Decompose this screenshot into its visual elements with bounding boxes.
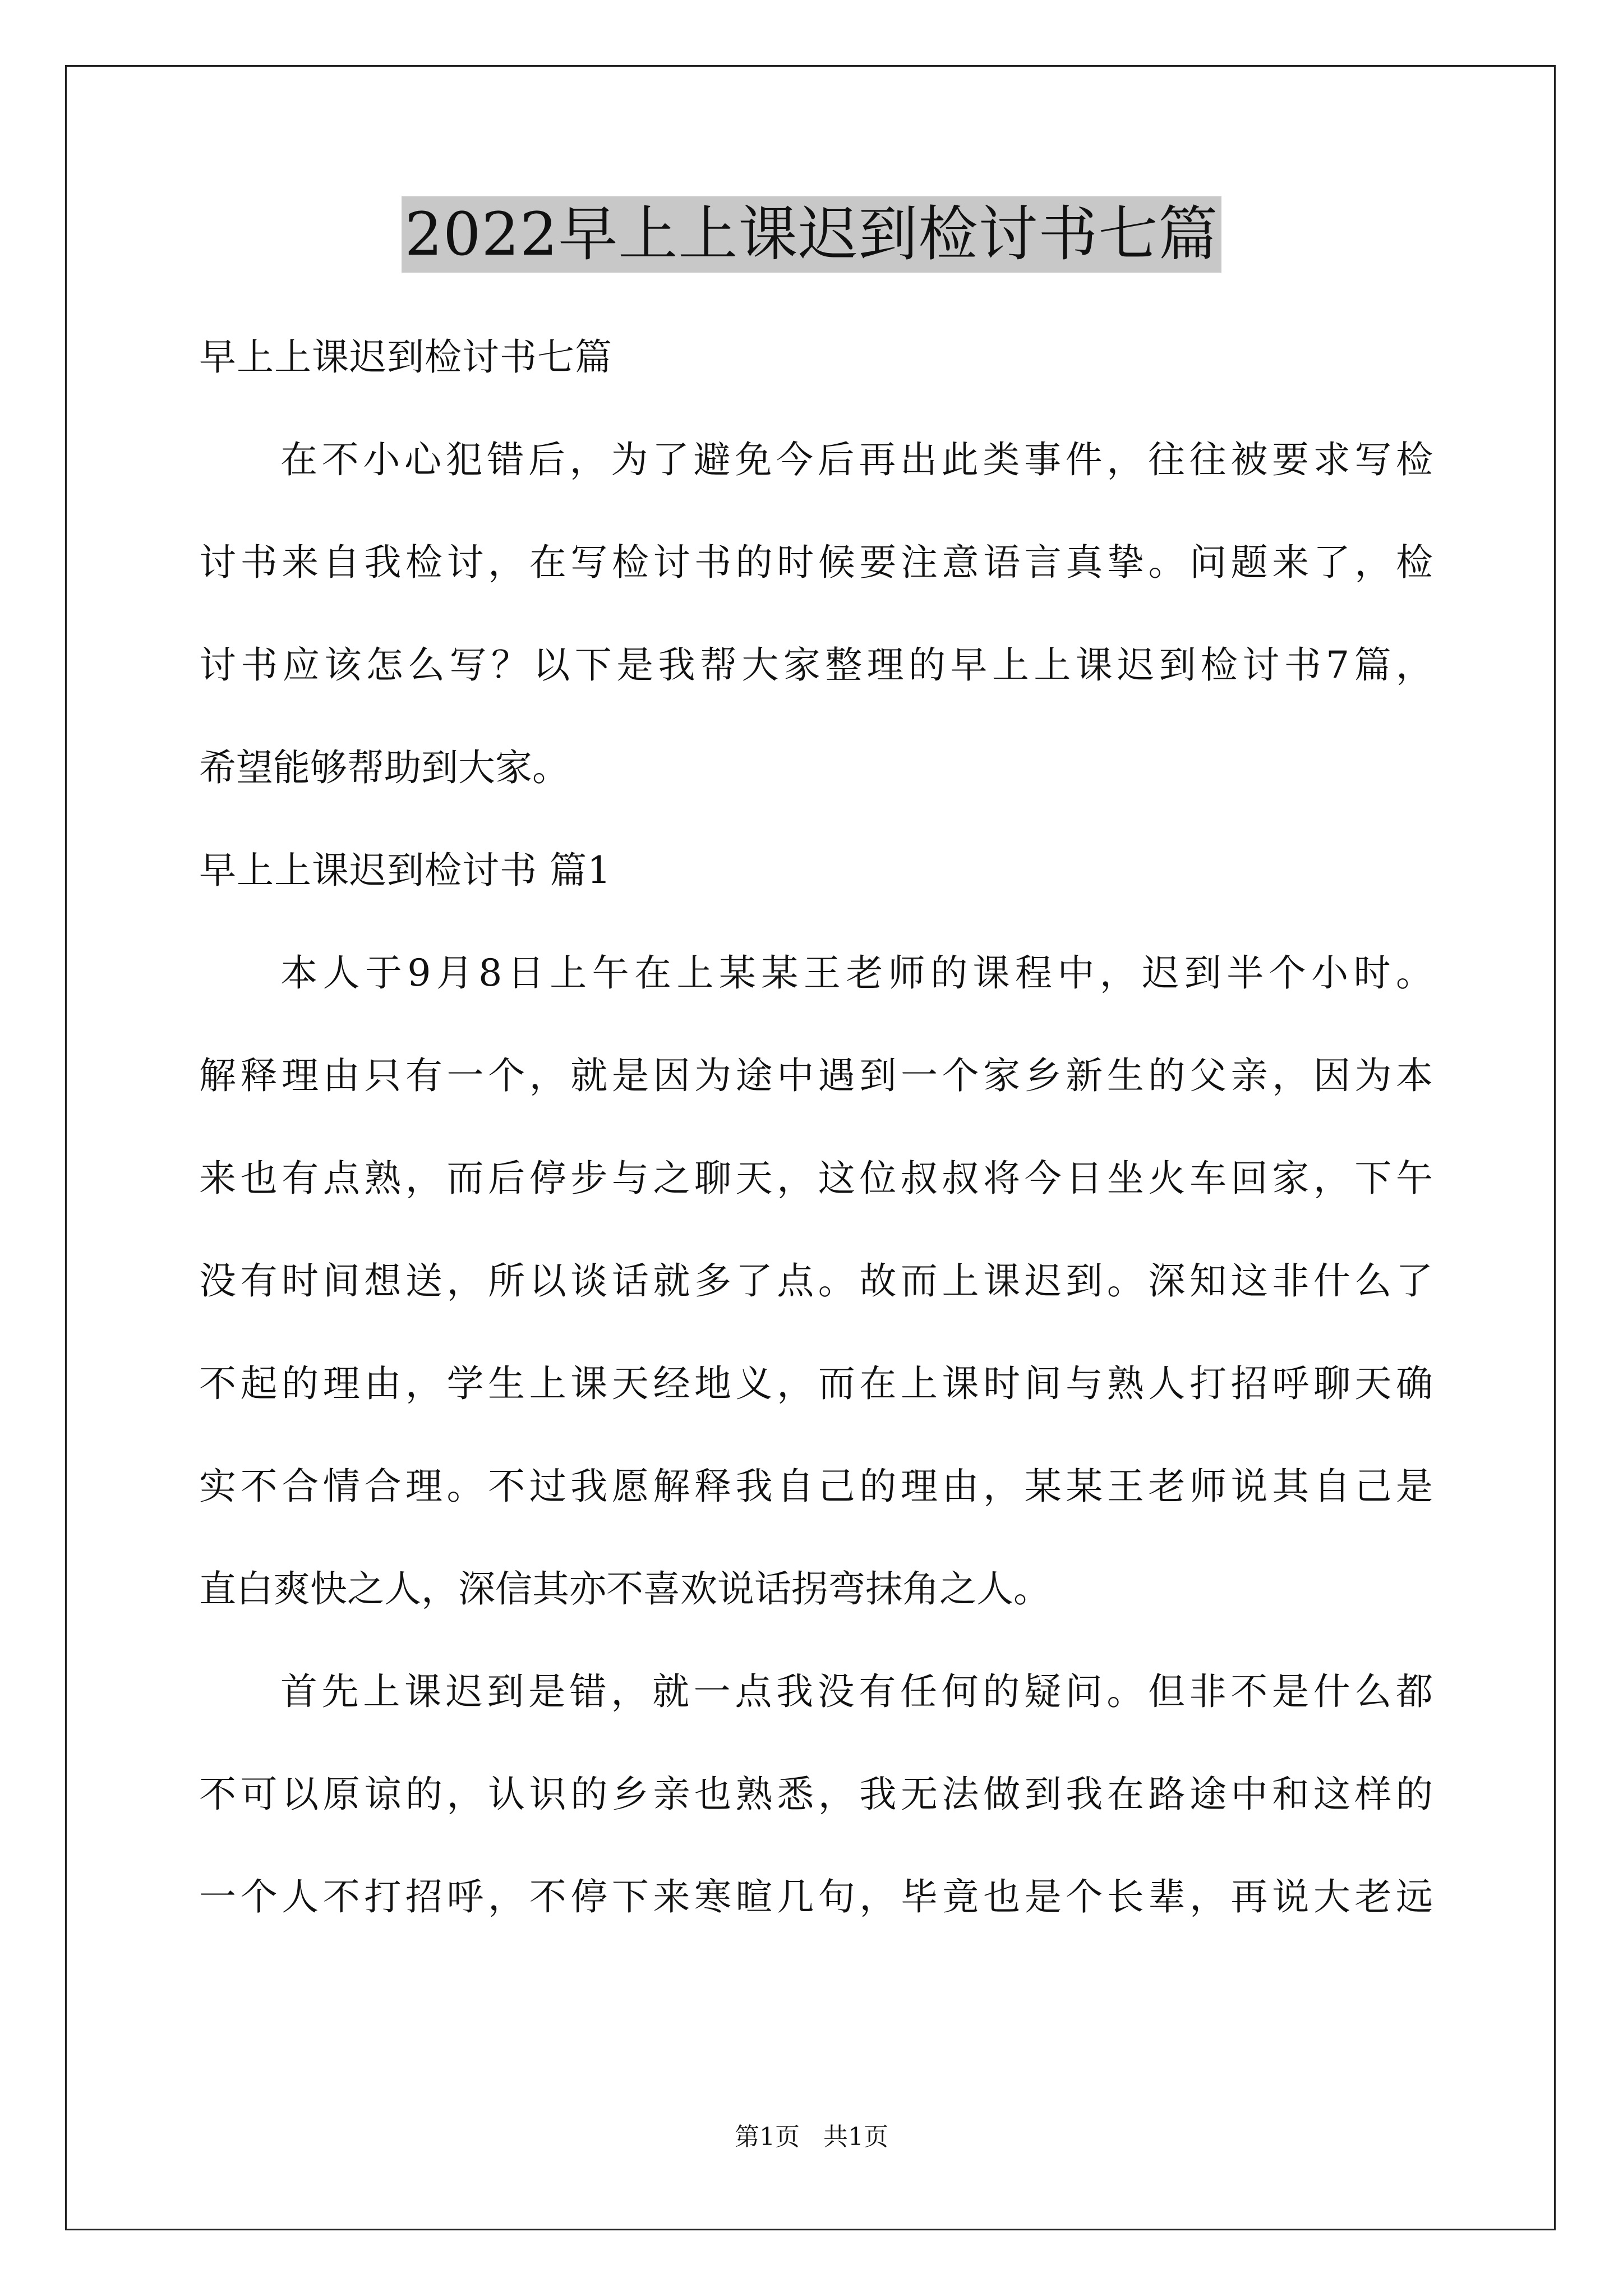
paragraph-line: 讨书应该怎么写？以下是我帮大家整理的早上上课迟到检讨书7篇，: [199, 643, 1433, 687]
paragraph-line: 希望能够帮助到大家。: [199, 746, 569, 789]
paragraph-line: 首先上课迟到是错，就一点我没有任何的疑问。但非不是什么都: [280, 1670, 1433, 1713]
paragraph-line: 讨书来自我检讨，在写检讨书的时候要注意语言真挚。问题来了，检: [199, 541, 1433, 584]
paragraph-line: 本人于9月8日上午在上某某王老师的课程中，迟到半个小时。: [280, 951, 1433, 995]
paragraph-line: 在不小心犯错后，为了避免今后再出此类事件，往往被要求写检: [280, 438, 1433, 481]
paragraph-line: 解释理由只有一个，就是因为途中遇到一个家乡新生的父亲，因为本: [199, 1054, 1433, 1097]
paragraph-line: 实不合情合理。不过我愿解释我自己的理由，某某王老师说其自己是: [199, 1465, 1433, 1508]
paragraph-line: 一个人不打招呼，不停下来寒暄几句，毕竟也是个长辈，再说大老远: [199, 1875, 1433, 1918]
document-body: [199, 306, 1433, 1948]
subtitle-line: 早上上课迟到检讨书七篇: [199, 335, 612, 379]
title-container: [0, 196, 1623, 273]
paragraph-line: 没有时间想送，所以谈话就多了点。故而上课迟到。深知这非什么了: [199, 1259, 1433, 1303]
paragraph-line: 不起的理由，学生上课天经地义，而在上课时间与熟人打招呼聊天确: [199, 1362, 1433, 1405]
section-heading: 早上上课迟到检讨书 篇1: [199, 849, 611, 892]
page-footer: 第1页 共1页: [735, 2123, 888, 2151]
paragraph-line: 直白爽快之人，深信其亦不喜欢说话拐弯抹角之人。: [199, 1567, 1050, 1611]
paragraph-line: 不可以原谅的，认识的乡亲也熟悉，我无法做到我在路途中和这样的: [199, 1773, 1433, 1816]
document-title: 2022早上上课迟到检讨书七篇: [402, 196, 1222, 273]
paragraph-line: 来也有点熟，而后停步与之聊天，这位叔叔将今日坐火车回家，下午: [199, 1157, 1433, 1200]
